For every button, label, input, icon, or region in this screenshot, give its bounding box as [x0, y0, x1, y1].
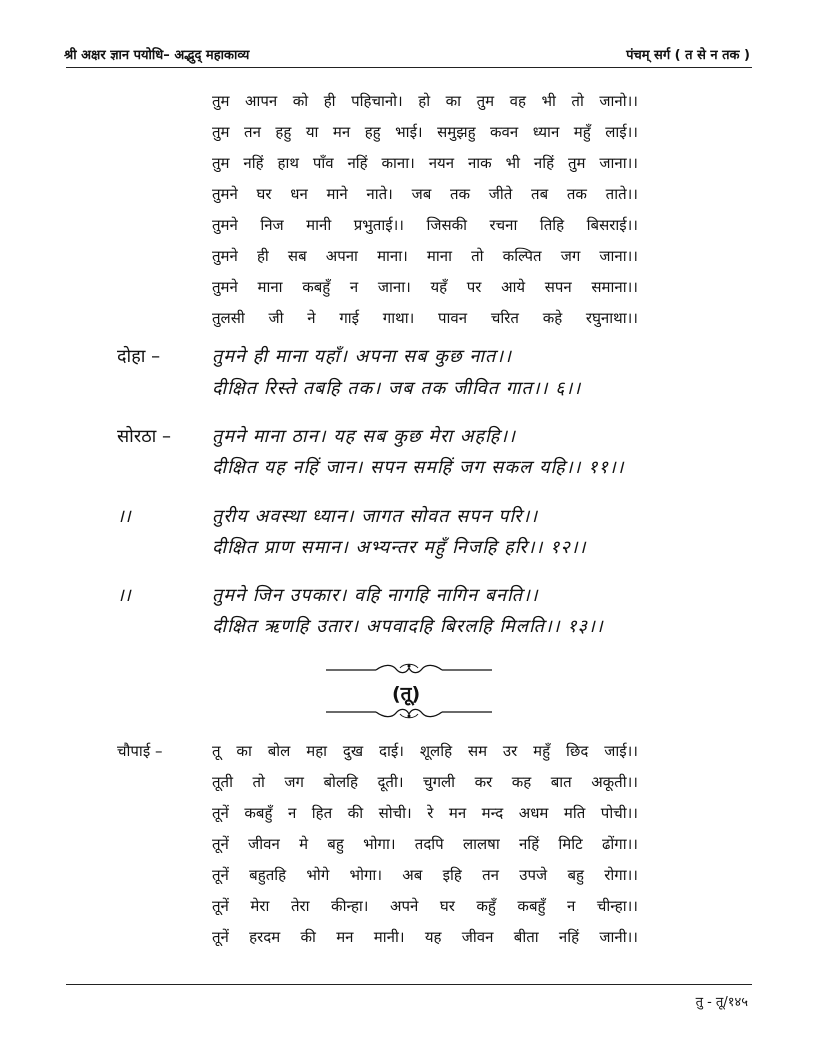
couplet-line: तुमने जिन उपकार। वहि नागहि नागिन बनति।।	[212, 585, 539, 606]
verse-line: तूनें हरदम की मन मानी। यह जीवन बीता नहिं जानी।।	[212, 928, 638, 946]
running-title: श्री अक्षर ज्ञान पयोधि– अद्भुद् महाकाव्य	[64, 48, 250, 63]
verse-line: तूनें जीवन मे बहु भोगा। तदपि लालषा नहिं मिटि ढोंगा।।	[212, 835, 638, 853]
couplet-mark: ।।	[117, 585, 131, 606]
doha-label: दोहा –	[117, 346, 161, 367]
couplet-line: दीक्षित यह नहिं जान। सपन समहिं जग सकल यहि।। ११।।	[212, 457, 625, 478]
verse-line: तूती तो जग बोलहि दूती। चुगली कर कह बात अकूती।।	[212, 773, 638, 791]
verse-line: तुमने घर धन माने नाते। जब तक जीते तब तक ताते।।	[212, 185, 638, 203]
verse-line: तुलसी जी ने गाई गाथा। पावन चरित कहे रघुनाथा।।	[212, 309, 638, 327]
ornament-divider	[326, 662, 492, 676]
couplet-mark: ।।	[117, 506, 131, 527]
verse-line: तूनें बहुतहि भोगे भोगा। अब इहि तन उपजे बहु रोगा।।	[212, 866, 638, 884]
chapter-title: पंचम् सर्ग ( त से न तक )	[626, 48, 750, 63]
couplet-line: तुमने ही माना यहाँ। अपना सब कुछ नात।।	[212, 346, 512, 367]
verse-line: तुम आपन को ही पहिचानो। हो का तुम वह भी तो जानो।।	[212, 92, 638, 110]
verse-line: तुम तन हहु या मन हहु भाई। समुझहु कवन ध्यान महुँ लाई।।	[212, 123, 638, 141]
verse-line: तुमने माना कबहुँ न जाना। यहँ पर आये सपन समाना।।	[212, 278, 638, 296]
verse-line: तू का बोल महा दुख दाई। शूलहि सम उर महुँ छिद जाई।।	[212, 742, 638, 760]
verse-line: तुमने निज मानी प्रभुताई।। जिसकी रचना तिहि बिसराई।।	[212, 216, 638, 234]
couplet-line: दीक्षित ऋणहि उतार। अपवादहि बिरलहि मिलति।। १३।।	[212, 616, 604, 637]
footer-rule	[66, 984, 752, 985]
couplet-line: तुमने माना ठान। यह सब कुछ मेरा अहहि।।	[212, 426, 516, 447]
header-rule	[66, 67, 752, 68]
section-title: (तू)	[392, 683, 421, 705]
couplet-line: दीक्षित रिस्ते तबहि तक। जब तक जीवित गात।। ६।।	[212, 378, 582, 399]
page-number: तु - तू/१४५	[695, 995, 748, 1010]
verse-line: तूनें कबहुँ न हित की सोची। रे मन मन्द अधम मति पोची।।	[212, 804, 638, 822]
couplet-line: तुरीय अवस्था ध्यान। जागत सोवत सपन परि।।	[212, 506, 539, 527]
ornament-divider	[326, 705, 492, 719]
couplet-line: दीक्षित प्राण समान। अभ्यन्तर महुँ निजहि हरि।। १२।।	[212, 537, 587, 558]
chaupai-label: चौपाई –	[117, 742, 163, 760]
sortha-label: सोरठा –	[117, 426, 172, 447]
verse-line: तूनें मेरा तेरा कीन्हा। अपने घर कहुँ कबहुँ न चीन्हा।।	[212, 897, 638, 915]
verse-line: तुम नहिं हाथ पाँव नहिं काना। नयन नाक भी नहिं तुम जाना।।	[212, 154, 638, 172]
verse-line: तुमने ही सब अपना माना। माना तो कल्पित जग जाना।।	[212, 247, 638, 265]
